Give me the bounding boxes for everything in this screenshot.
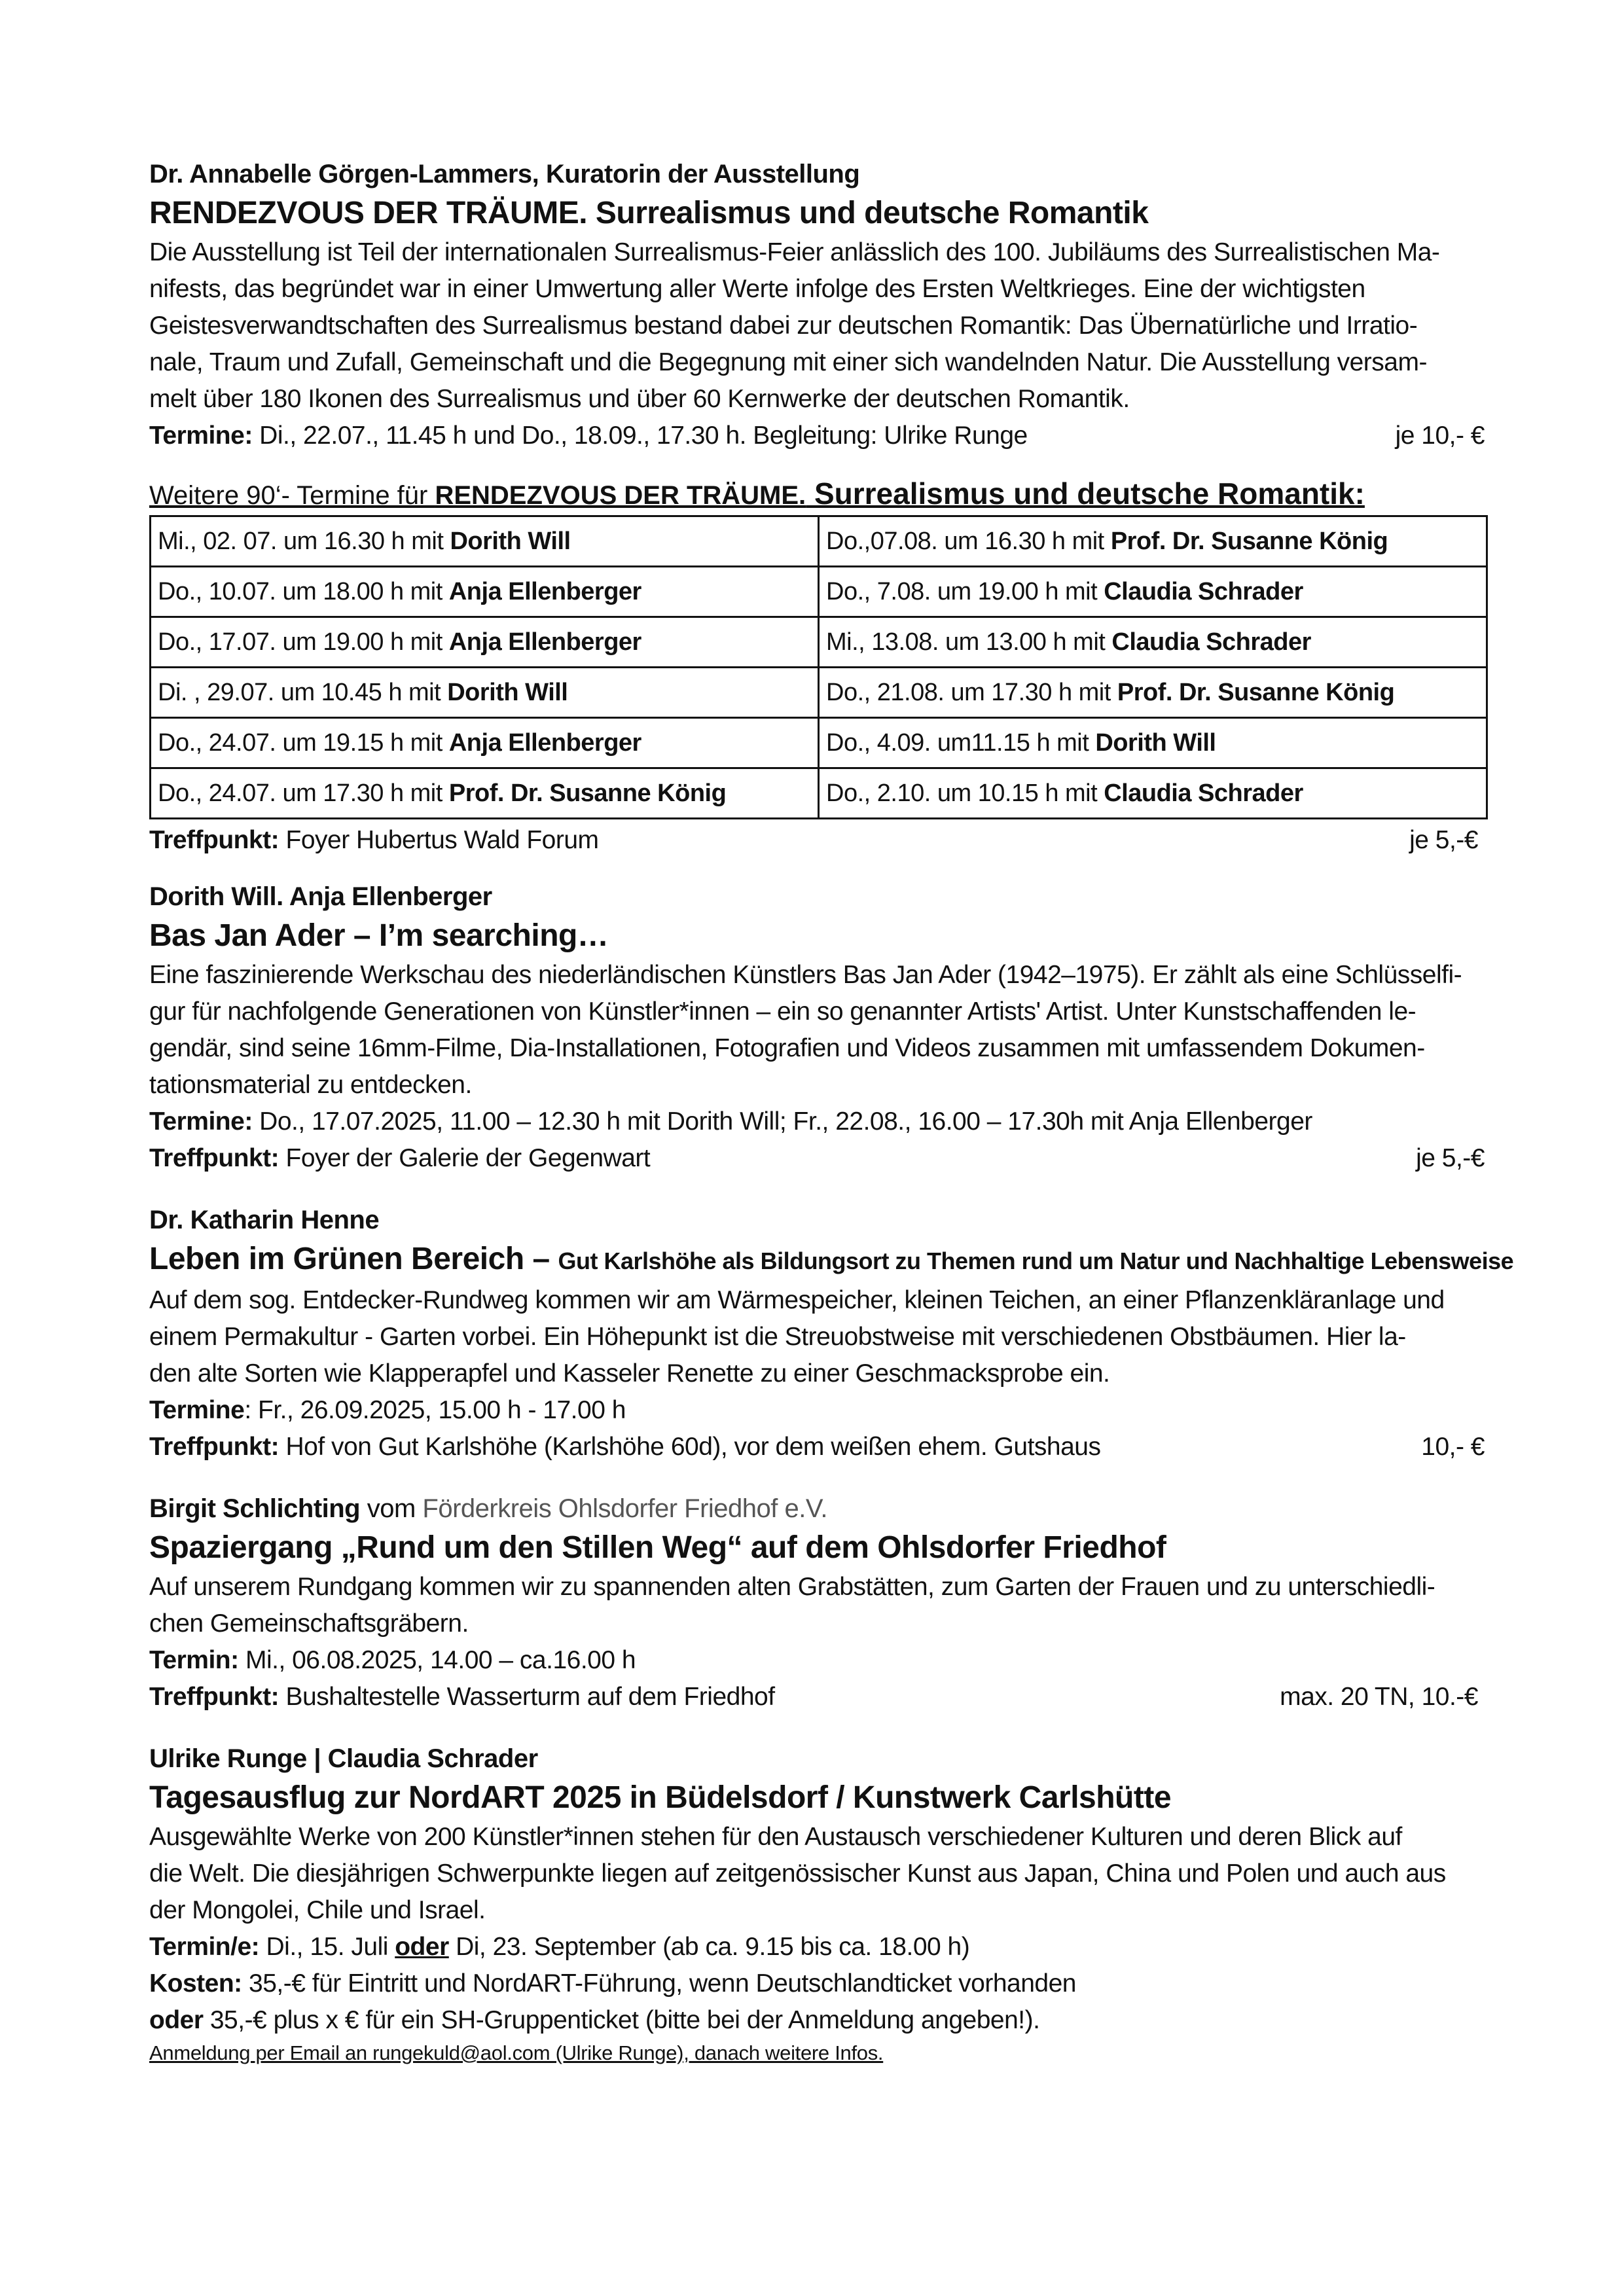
section-bas-jan-ader bbox=[149, 878, 1485, 1177]
description-line: tationsmaterial zu entdecken. bbox=[149, 1071, 472, 1099]
treffpunkt-line bbox=[149, 1140, 1485, 1177]
guide-name: Dorith Will bbox=[450, 527, 571, 555]
price: 10,- € bbox=[1421, 1433, 1485, 1461]
termin-label: Termin: bbox=[149, 1646, 239, 1674]
date-cell bbox=[819, 516, 1487, 567]
weitere-bold-title: RENDEZVOUS DER TRÄUME. bbox=[435, 481, 806, 510]
treffpunkt-label: Treffpunkt: bbox=[149, 1683, 280, 1711]
termin-label: Termin/e: bbox=[149, 1933, 260, 1961]
speaker-line bbox=[149, 1490, 1485, 1527]
date-text: Do.,07.08. um 16.30 h mit bbox=[826, 527, 1111, 555]
termine-label: Termine: bbox=[149, 1107, 253, 1136]
guide-name: Anja Ellenberger bbox=[448, 628, 641, 656]
table-row bbox=[151, 617, 1487, 668]
date-cell bbox=[151, 718, 819, 768]
date-text: Do., 2.10. um 10.15 h mit bbox=[826, 779, 1104, 807]
table-row bbox=[151, 768, 1487, 819]
event-title: Bas Jan Ader – I’m searching… bbox=[149, 918, 609, 953]
termine-line bbox=[149, 418, 1485, 454]
description-line: nifests, das begründet war in einer Umwertung aller Werte infolge des Ersten Weltkrieges. Eine der wichtigsten bbox=[149, 275, 1365, 303]
event-title-main: Leben im Grünen Bereich – bbox=[149, 1242, 558, 1276]
guide-name: Prof. Dr. Susanne König bbox=[1110, 527, 1388, 555]
description-line: Auf unserem Rundgang kommen wir zu spannenden alten Grabstätten, zum Garten der Frauen und zu unterschiedli- bbox=[149, 1573, 1435, 1601]
price: je 10,- € bbox=[1395, 422, 1485, 450]
termine-line bbox=[149, 1392, 1485, 1429]
weitere-termine-heading bbox=[149, 474, 1485, 515]
kosten-line bbox=[149, 1965, 1485, 2002]
date-cell bbox=[819, 617, 1487, 668]
termine-line bbox=[149, 1103, 1485, 1140]
section-gruener-bereich bbox=[149, 1202, 1514, 1465]
description-line: Die Ausstellung ist Teil der internationalen Surrealismus-Feier anlässlich des 100. Jubiläums des Surrealistischen Ma- bbox=[149, 238, 1440, 266]
description-line: Ausgewählte Werke von 200 Künstler*innen stehen für den Austausch verschiedener Kulturen und deren Blick auf bbox=[149, 1823, 1402, 1851]
treffpunkt-line bbox=[149, 1679, 1478, 1715]
speaker-organization: Förderkreis Ohlsdorfer Friedhof e.V. bbox=[422, 1494, 827, 1523]
date-cell bbox=[151, 617, 819, 668]
description-line: chen Gemeinschaftsgräbern. bbox=[149, 1609, 469, 1638]
guide-name: Anja Ellenberger bbox=[448, 577, 641, 605]
table-row bbox=[151, 668, 1487, 718]
description-line: nale, Traum und Zufall, Gemeinschaft und die Begegnung mit einer sich wandelnden Natur. Die Ausstellung versam- bbox=[149, 348, 1427, 376]
date-text: Di. , 29.07. um 10.45 h mit bbox=[158, 678, 448, 706]
event-title: Spaziergang „Rund um den Stillen Weg“ auf dem Ohlsdorfer Friedhof bbox=[149, 1530, 1166, 1565]
termine-text: Do., 17.07.2025, 11.00 – 12.30 h mit Dorith Will; Fr., 22.08., 16.00 – 17.30h mit Anja Ellenberger bbox=[252, 1107, 1312, 1136]
date-cell bbox=[151, 567, 819, 617]
treffpunkt-label: Treffpunkt: bbox=[149, 1433, 280, 1461]
weitere-prefix: Weitere 90‘- Termine für bbox=[149, 481, 435, 510]
termine-text: Di., 22.07., 11.45 h und Do., 18.09., 17.30 h. Begleitung: Ulrike Runge bbox=[252, 422, 1028, 450]
termine-text: : Fr., 26.09.2025, 15.00 h - 17.00 h bbox=[244, 1396, 626, 1424]
description-line: Auf dem sog. Entdecker-Rundweg kommen wir am Wärmespeicher, kleinen Teichen, an einer Pflanzenkläranlage und bbox=[149, 1286, 1445, 1314]
termin-text-a: Di., 15. Juli bbox=[259, 1933, 395, 1961]
guide-name: Prof. Dr. Susanne König bbox=[1117, 678, 1395, 706]
speaker-name: Birgit Schlichting bbox=[149, 1494, 361, 1523]
treffpunkt-line bbox=[149, 1429, 1485, 1465]
date-text: Do., 21.08. um 17.30 h mit bbox=[826, 678, 1117, 706]
kosten-text: 35,-€ für Eintritt und NordART-Führung, wenn Deutschlandticket vorhanden bbox=[242, 1969, 1076, 1998]
description-line: gur für nachfolgende Generationen von Künstler*innen – ein so genannter Artists' Artist. Unter Kunstschaffenden le- bbox=[149, 997, 1416, 1026]
anmeldung-note[interactable]: Anmeldung per Email an rungekuld@aol.com (Ulrike Runge), danach weitere Infos. bbox=[149, 2041, 884, 2064]
date-cell bbox=[819, 718, 1487, 768]
termin-text-b: Di, 23. September (ab ca. 9.15 bis ca. 18.00 h) bbox=[448, 1933, 970, 1961]
termin-oder: oder bbox=[395, 1933, 449, 1961]
treffpunkt-text: Bushaltestelle Wasserturm auf dem Friedhof bbox=[279, 1683, 775, 1711]
date-cell bbox=[819, 668, 1487, 718]
speaker-name: Dr. Annabelle Görgen-Lammers, Kuratorin der Ausstellung bbox=[149, 160, 860, 188]
kosten-alt-text: 35,-€ plus x € für ein SH-Gruppenticket (bitte bei der Anmeldung angeben!). bbox=[203, 2006, 1040, 2034]
oder-label: oder bbox=[149, 2006, 204, 2034]
date-text: Do., 17.07. um 19.00 h mit bbox=[158, 628, 449, 656]
description-line: der Mongolei, Chile und Israel. bbox=[149, 1896, 486, 1924]
speaker-name: Dorith Will. Anja Ellenberger bbox=[149, 882, 492, 911]
description-line: Geistesverwandtschaften des Surrealismus bestand dabei zur deutschen Romantik: Das Übernatürliche und Irratio- bbox=[149, 312, 1418, 340]
date-cell bbox=[819, 567, 1487, 617]
speaker-name: Dr. Katharin Henne bbox=[149, 1206, 380, 1234]
treffpunkt-text: Foyer der Galerie der Gegenwart bbox=[279, 1144, 651, 1172]
termine-label: Termine: bbox=[149, 422, 253, 450]
date-text: Mi., 02. 07. um 16.30 h mit bbox=[158, 527, 450, 555]
price: max. 20 TN, 10.-€ bbox=[1280, 1683, 1478, 1711]
treffpunkt-text: Hof von Gut Karlshöhe (Karlshöhe 60d), vor dem weißen ehem. Gutshaus bbox=[279, 1433, 1101, 1461]
description-line: den alte Sorten wie Klapperapfel und Kasseler Renette zu einer Geschmacksprobe ein. bbox=[149, 1359, 1110, 1388]
termine-label: Termine bbox=[149, 1396, 245, 1424]
section-ohlsdorf bbox=[149, 1490, 1485, 1715]
date-cell bbox=[151, 768, 819, 819]
description-line: die Welt. Die diesjährigen Schwerpunkte liegen auf zeitgenössischer Kunst aus Japan, China und Polen und auch aus bbox=[149, 1859, 1446, 1888]
date-text: Do., 24.07. um 19.15 h mit bbox=[158, 728, 449, 757]
speaker-connector: vom bbox=[360, 1494, 423, 1523]
guide-name: Dorith Will bbox=[1095, 728, 1216, 757]
treffpunkt-label: Treffpunkt: bbox=[149, 826, 280, 854]
guide-name: Claudia Schrader bbox=[1111, 628, 1311, 656]
dates-table bbox=[149, 515, 1488, 819]
guide-name: Anja Ellenberger bbox=[448, 728, 641, 757]
table-row bbox=[151, 718, 1487, 768]
treffpunkt-line bbox=[149, 822, 1478, 859]
description-line: einem Permakultur - Garten vorbei. Ein Höhepunkt ist die Streuobstweise mit verschiedenen Obstbäumen. Hier la- bbox=[149, 1323, 1406, 1351]
event-title: Tagesausflug zur NordART 2025 in Büdelsdorf / Kunstwerk Carlshütte bbox=[149, 1780, 1172, 1815]
section-nordart bbox=[149, 1740, 1485, 2068]
date-text: Do., 7.08. um 19.00 h mit bbox=[826, 577, 1104, 605]
kosten-label: Kosten: bbox=[149, 1969, 242, 1998]
event-title bbox=[149, 1238, 1514, 1282]
treffpunkt-label: Treffpunkt: bbox=[149, 1144, 280, 1172]
kosten-alt-line bbox=[149, 2002, 1485, 2039]
termin-line bbox=[149, 1929, 1485, 1965]
section-rendezvous bbox=[149, 156, 1485, 454]
termin-line bbox=[149, 1642, 1485, 1679]
event-subtitle: Gut Karlshöhe als Bildungsort zu Themen rund um Natur und Nachhaltige Lebensweise bbox=[558, 1247, 1514, 1274]
price: je 5,-€ bbox=[1409, 826, 1478, 854]
table-row bbox=[151, 516, 1487, 567]
termin-text: Mi., 06.08.2025, 14.00 – ca.16.00 h bbox=[238, 1646, 636, 1674]
guide-name: Claudia Schrader bbox=[1104, 577, 1303, 605]
treffpunkt-text: Foyer Hubertus Wald Forum bbox=[279, 826, 599, 854]
speaker-name: Ulrike Runge | Claudia Schrader bbox=[149, 1744, 538, 1773]
guide-name: Dorith Will bbox=[447, 678, 568, 706]
date-cell bbox=[819, 768, 1487, 819]
document-page bbox=[149, 156, 1514, 2092]
date-text: Mi., 13.08. um 13.00 h mit bbox=[826, 628, 1112, 656]
event-title: RENDEZVOUS DER TRÄUME. Surrealismus und deutsche Romantik bbox=[149, 196, 1149, 230]
description-line: Eine faszinierende Werkschau des niederländischen Künstlers Bas Jan Ader (1942–1975). Er zählt als eine Schlüsselfi- bbox=[149, 961, 1462, 989]
date-text: Do., 4.09. um11.15 h mit bbox=[826, 728, 1096, 757]
price: je 5,-€ bbox=[1416, 1144, 1485, 1172]
weitere-bold-subtitle: Surrealismus und deutsche Romantik: bbox=[806, 476, 1365, 511]
date-cell bbox=[151, 516, 819, 567]
table-row bbox=[151, 567, 1487, 617]
guide-name: Prof. Dr. Susanne König bbox=[448, 779, 727, 807]
description-line: gendär, sind seine 16mm-Filme, Dia-Installationen, Fotografien und Videos zusammen mit umfassendem Dokumen- bbox=[149, 1034, 1425, 1062]
guide-name: Claudia Schrader bbox=[1104, 779, 1303, 807]
date-text: Do., 10.07. um 18.00 h mit bbox=[158, 577, 449, 605]
description-line: melt über 180 Ikonen des Surrealismus und über 60 Kernwerke der deutschen Romantik. bbox=[149, 385, 1130, 413]
date-text: Do., 24.07. um 17.30 h mit bbox=[158, 779, 449, 807]
date-cell bbox=[151, 668, 819, 718]
